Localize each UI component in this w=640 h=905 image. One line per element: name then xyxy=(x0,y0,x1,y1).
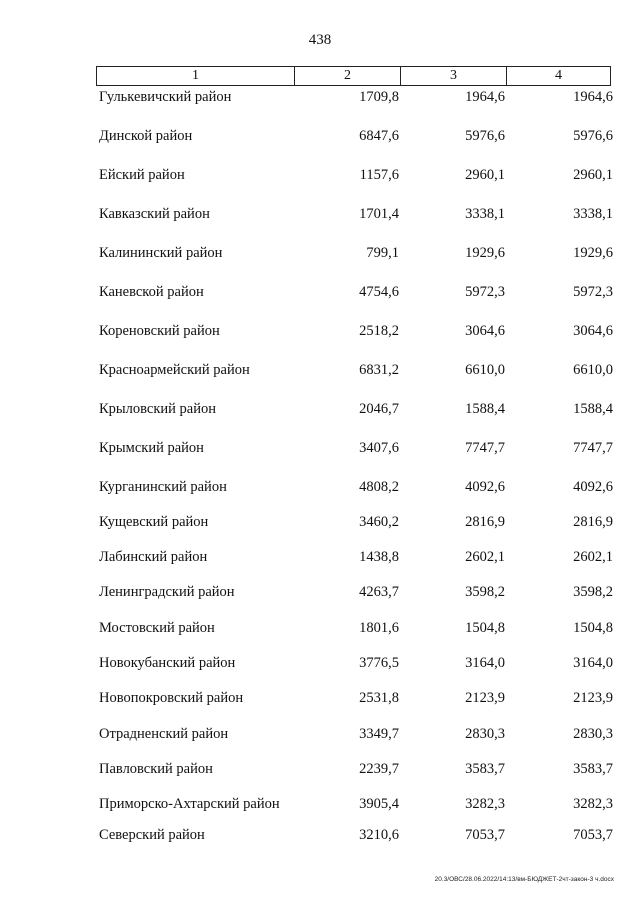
value-col-3: 3282,3 xyxy=(465,796,505,812)
table-row xyxy=(0,204,640,224)
district-name: Северский район xyxy=(99,827,205,843)
value-col-2: 799,1 xyxy=(366,245,399,261)
district-name: Новокубанский район xyxy=(99,655,236,671)
table-row xyxy=(0,87,640,107)
value-col-3: 1504,8 xyxy=(465,620,505,636)
value-col-4: 2123,9 xyxy=(573,690,613,706)
table-row xyxy=(0,126,640,146)
table-row xyxy=(0,321,640,341)
value-col-4: 1588,4 xyxy=(573,401,613,417)
district-name: Новопокровский район xyxy=(99,690,244,706)
document-footer: 20.3/ОВС/28.06.2022/14:13/вм-БЮДЖЕТ-2чт-закон-3 ч.docx xyxy=(434,876,614,883)
district-name: Крымский район xyxy=(99,440,204,456)
value-col-4: 7053,7 xyxy=(573,827,613,843)
value-col-4: 7747,7 xyxy=(573,440,613,456)
table-row xyxy=(0,243,640,263)
column-header-1: 1 xyxy=(97,67,295,85)
value-col-2: 1701,4 xyxy=(359,206,399,222)
table-row xyxy=(0,477,640,497)
value-col-3: 2816,9 xyxy=(465,514,505,530)
value-col-2: 3460,2 xyxy=(359,514,399,530)
page-number: 438 xyxy=(308,32,332,48)
value-col-4: 6610,0 xyxy=(573,362,613,378)
value-col-3: 2960,1 xyxy=(465,167,505,183)
value-col-3: 3598,2 xyxy=(465,584,505,600)
district-name: Отрадненский район xyxy=(99,726,229,742)
value-col-2: 1801,6 xyxy=(359,620,399,636)
district-name: Красноармейский район xyxy=(99,362,250,378)
table-row xyxy=(0,794,640,814)
value-col-3: 5976,6 xyxy=(465,128,505,144)
table-row xyxy=(0,618,640,638)
value-col-4: 3583,7 xyxy=(573,761,613,777)
district-name: Ленинградский район xyxy=(99,584,235,600)
value-col-2: 3776,5 xyxy=(359,655,399,671)
value-col-3: 3338,1 xyxy=(465,206,505,222)
value-col-2: 2239,7 xyxy=(359,761,399,777)
value-col-4: 3338,1 xyxy=(573,206,613,222)
district-name: Курганинский район xyxy=(99,479,227,495)
value-col-2: 3905,4 xyxy=(359,796,399,812)
value-col-2: 3210,6 xyxy=(359,827,399,843)
value-col-3: 7747,7 xyxy=(465,440,505,456)
table-header xyxy=(96,66,611,86)
district-name: Динской район xyxy=(99,128,193,144)
district-name: Мостовский район xyxy=(99,620,215,636)
value-col-3: 2123,9 xyxy=(465,690,505,706)
value-col-2: 1157,6 xyxy=(359,167,399,183)
value-col-3: 3164,0 xyxy=(465,655,505,671)
table-row xyxy=(0,724,640,744)
value-col-3: 4092,6 xyxy=(465,479,505,495)
district-name: Калининский район xyxy=(99,245,223,261)
value-col-4: 3064,6 xyxy=(573,323,613,339)
value-col-2: 4263,7 xyxy=(359,584,399,600)
value-col-3: 2602,1 xyxy=(465,549,505,565)
value-col-4: 3598,2 xyxy=(573,584,613,600)
value-col-2: 3407,6 xyxy=(359,440,399,456)
table-row xyxy=(0,438,640,458)
value-col-4: 1504,8 xyxy=(573,620,613,636)
district-name: Гулькевичский район xyxy=(99,89,232,105)
table-row xyxy=(0,165,640,185)
table-row xyxy=(0,759,640,779)
table-row xyxy=(0,582,640,602)
district-name: Кавказский район xyxy=(99,206,210,222)
district-name: Каневской район xyxy=(99,284,204,300)
table-row xyxy=(0,688,640,708)
value-col-4: 3282,3 xyxy=(573,796,613,812)
column-header-3: 3 xyxy=(401,67,507,85)
column-header-2: 2 xyxy=(295,67,401,85)
value-col-4: 2830,3 xyxy=(573,726,613,742)
value-col-3: 1588,4 xyxy=(465,401,505,417)
value-col-4: 1964,6 xyxy=(573,89,613,105)
value-col-4: 2816,9 xyxy=(573,514,613,530)
district-name: Приморско-Ахтарский район xyxy=(99,796,280,812)
value-col-3: 3064,6 xyxy=(465,323,505,339)
table-row xyxy=(0,360,640,380)
value-col-3: 1929,6 xyxy=(465,245,505,261)
table-row xyxy=(0,512,640,532)
value-col-2: 3349,7 xyxy=(359,726,399,742)
table-row xyxy=(0,282,640,302)
value-col-4: 3164,0 xyxy=(573,655,613,671)
table-row xyxy=(0,825,640,845)
district-name: Лабинский район xyxy=(99,549,208,565)
table-row xyxy=(0,399,640,419)
district-name: Кущевский район xyxy=(99,514,209,530)
value-col-3: 3583,7 xyxy=(465,761,505,777)
value-col-2: 6831,2 xyxy=(359,362,399,378)
district-name: Ейский район xyxy=(99,167,185,183)
value-col-4: 2960,1 xyxy=(573,167,613,183)
value-col-2: 1438,8 xyxy=(359,549,399,565)
value-col-4: 1929,6 xyxy=(573,245,613,261)
value-col-4: 5976,6 xyxy=(573,128,613,144)
value-col-2: 2531,8 xyxy=(359,690,399,706)
value-col-2: 2518,2 xyxy=(359,323,399,339)
value-col-4: 5972,3 xyxy=(573,284,613,300)
table-row xyxy=(0,547,640,567)
value-col-2: 1709,8 xyxy=(359,89,399,105)
value-col-2: 2046,7 xyxy=(359,401,399,417)
column-header-4: 4 xyxy=(555,68,562,83)
value-col-3: 1964,6 xyxy=(465,89,505,105)
value-col-4: 2602,1 xyxy=(573,549,613,565)
value-col-3: 5972,3 xyxy=(465,284,505,300)
value-col-3: 2830,3 xyxy=(465,726,505,742)
district-name: Павловский район xyxy=(99,761,213,777)
value-col-2: 4754,6 xyxy=(359,284,399,300)
table-row xyxy=(0,653,640,673)
value-col-4: 4092,6 xyxy=(573,479,613,495)
value-col-3: 6610,0 xyxy=(465,362,505,378)
value-col-2: 6847,6 xyxy=(359,128,399,144)
district-name: Крыловский район xyxy=(99,401,216,417)
value-col-2: 4808,2 xyxy=(359,479,399,495)
value-col-3: 7053,7 xyxy=(465,827,505,843)
district-name: Кореновский район xyxy=(99,323,220,339)
